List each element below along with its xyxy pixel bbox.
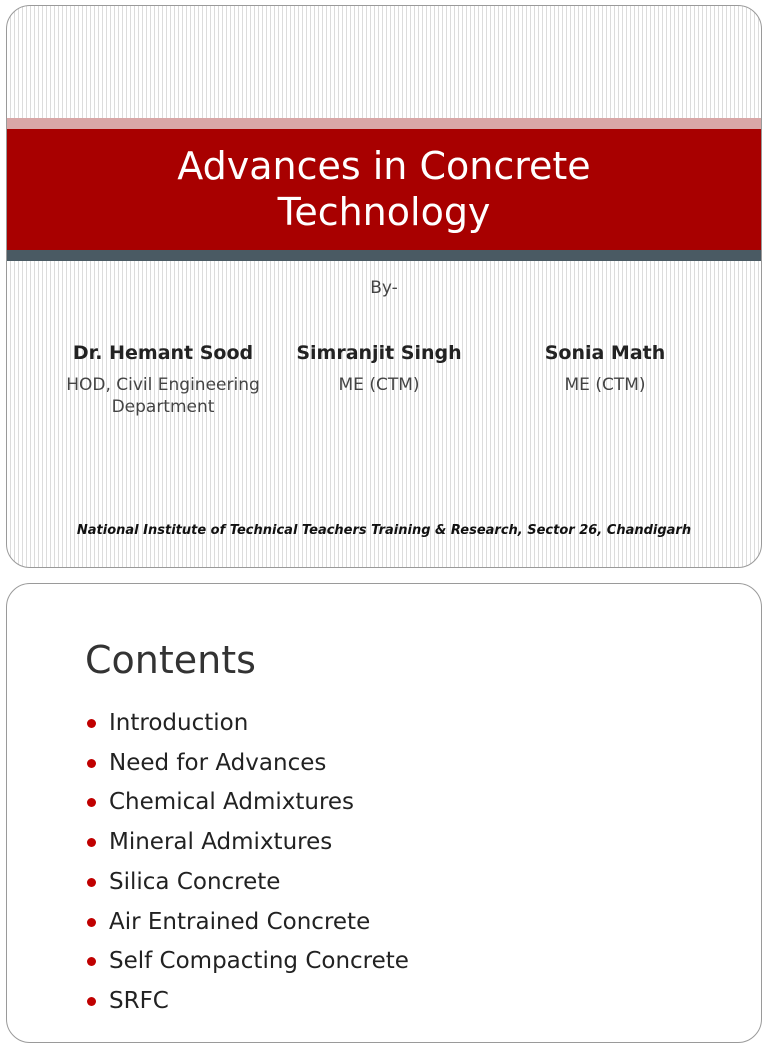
author-role: ME (CTM) xyxy=(564,375,646,395)
author-name: Sonia Math xyxy=(544,342,666,364)
by-label: By- xyxy=(370,278,398,298)
bullet-icon xyxy=(87,798,96,807)
slide-title-line2: Technology xyxy=(277,190,491,234)
pink-divider-strip xyxy=(7,118,761,129)
list-item xyxy=(85,823,409,863)
institute-footer: National Institute of Technical Teachers Training & Research, Sector 26, Chandigarh xyxy=(76,523,692,538)
list-item-label: Air Entrained Concrete xyxy=(109,908,371,935)
author-role: ME (CTM) xyxy=(338,375,420,395)
list-item xyxy=(85,783,409,823)
bullet-icon xyxy=(87,838,96,847)
bullet-icon xyxy=(87,759,96,768)
list-item xyxy=(85,942,409,982)
list-item-label: Self Compacting Concrete xyxy=(109,948,409,975)
contents-list xyxy=(85,704,409,1022)
bullet-icon xyxy=(87,918,96,927)
list-item-label: Need for Advances xyxy=(109,749,327,776)
list-item xyxy=(85,744,409,784)
list-item xyxy=(85,982,409,1022)
title-slide xyxy=(6,5,762,568)
list-item-label: Mineral Admixtures xyxy=(109,829,333,856)
slide-title-line1: Advances in Concrete xyxy=(177,144,591,188)
contents-slide xyxy=(6,583,762,1043)
list-item-label: Silica Concrete xyxy=(109,868,281,895)
author-hemant-sood xyxy=(43,340,283,418)
gray-divider-strip xyxy=(7,250,761,261)
bullet-icon xyxy=(87,997,96,1006)
author-simranjit-singh xyxy=(259,340,499,396)
list-item xyxy=(85,704,409,744)
list-item-label: Chemical Admixtures xyxy=(109,789,355,816)
slide-title xyxy=(7,143,761,235)
bullet-icon xyxy=(87,878,96,887)
contents-title: Contents xyxy=(85,638,256,682)
list-item xyxy=(85,903,409,943)
author-role-line2: Department xyxy=(111,397,215,417)
author-name: Dr. Hemant Sood xyxy=(72,342,254,364)
list-item xyxy=(85,863,409,903)
author-role xyxy=(43,374,283,418)
list-item-label: SRFC xyxy=(109,987,169,1014)
author-name: Simranjit Singh xyxy=(296,342,462,364)
author-sonia-math xyxy=(485,340,725,396)
bullet-icon xyxy=(87,719,96,728)
author-role-line1: HOD, Civil Engineering xyxy=(66,375,260,395)
list-item-label: Introduction xyxy=(109,710,249,736)
bullet-icon xyxy=(87,957,96,966)
